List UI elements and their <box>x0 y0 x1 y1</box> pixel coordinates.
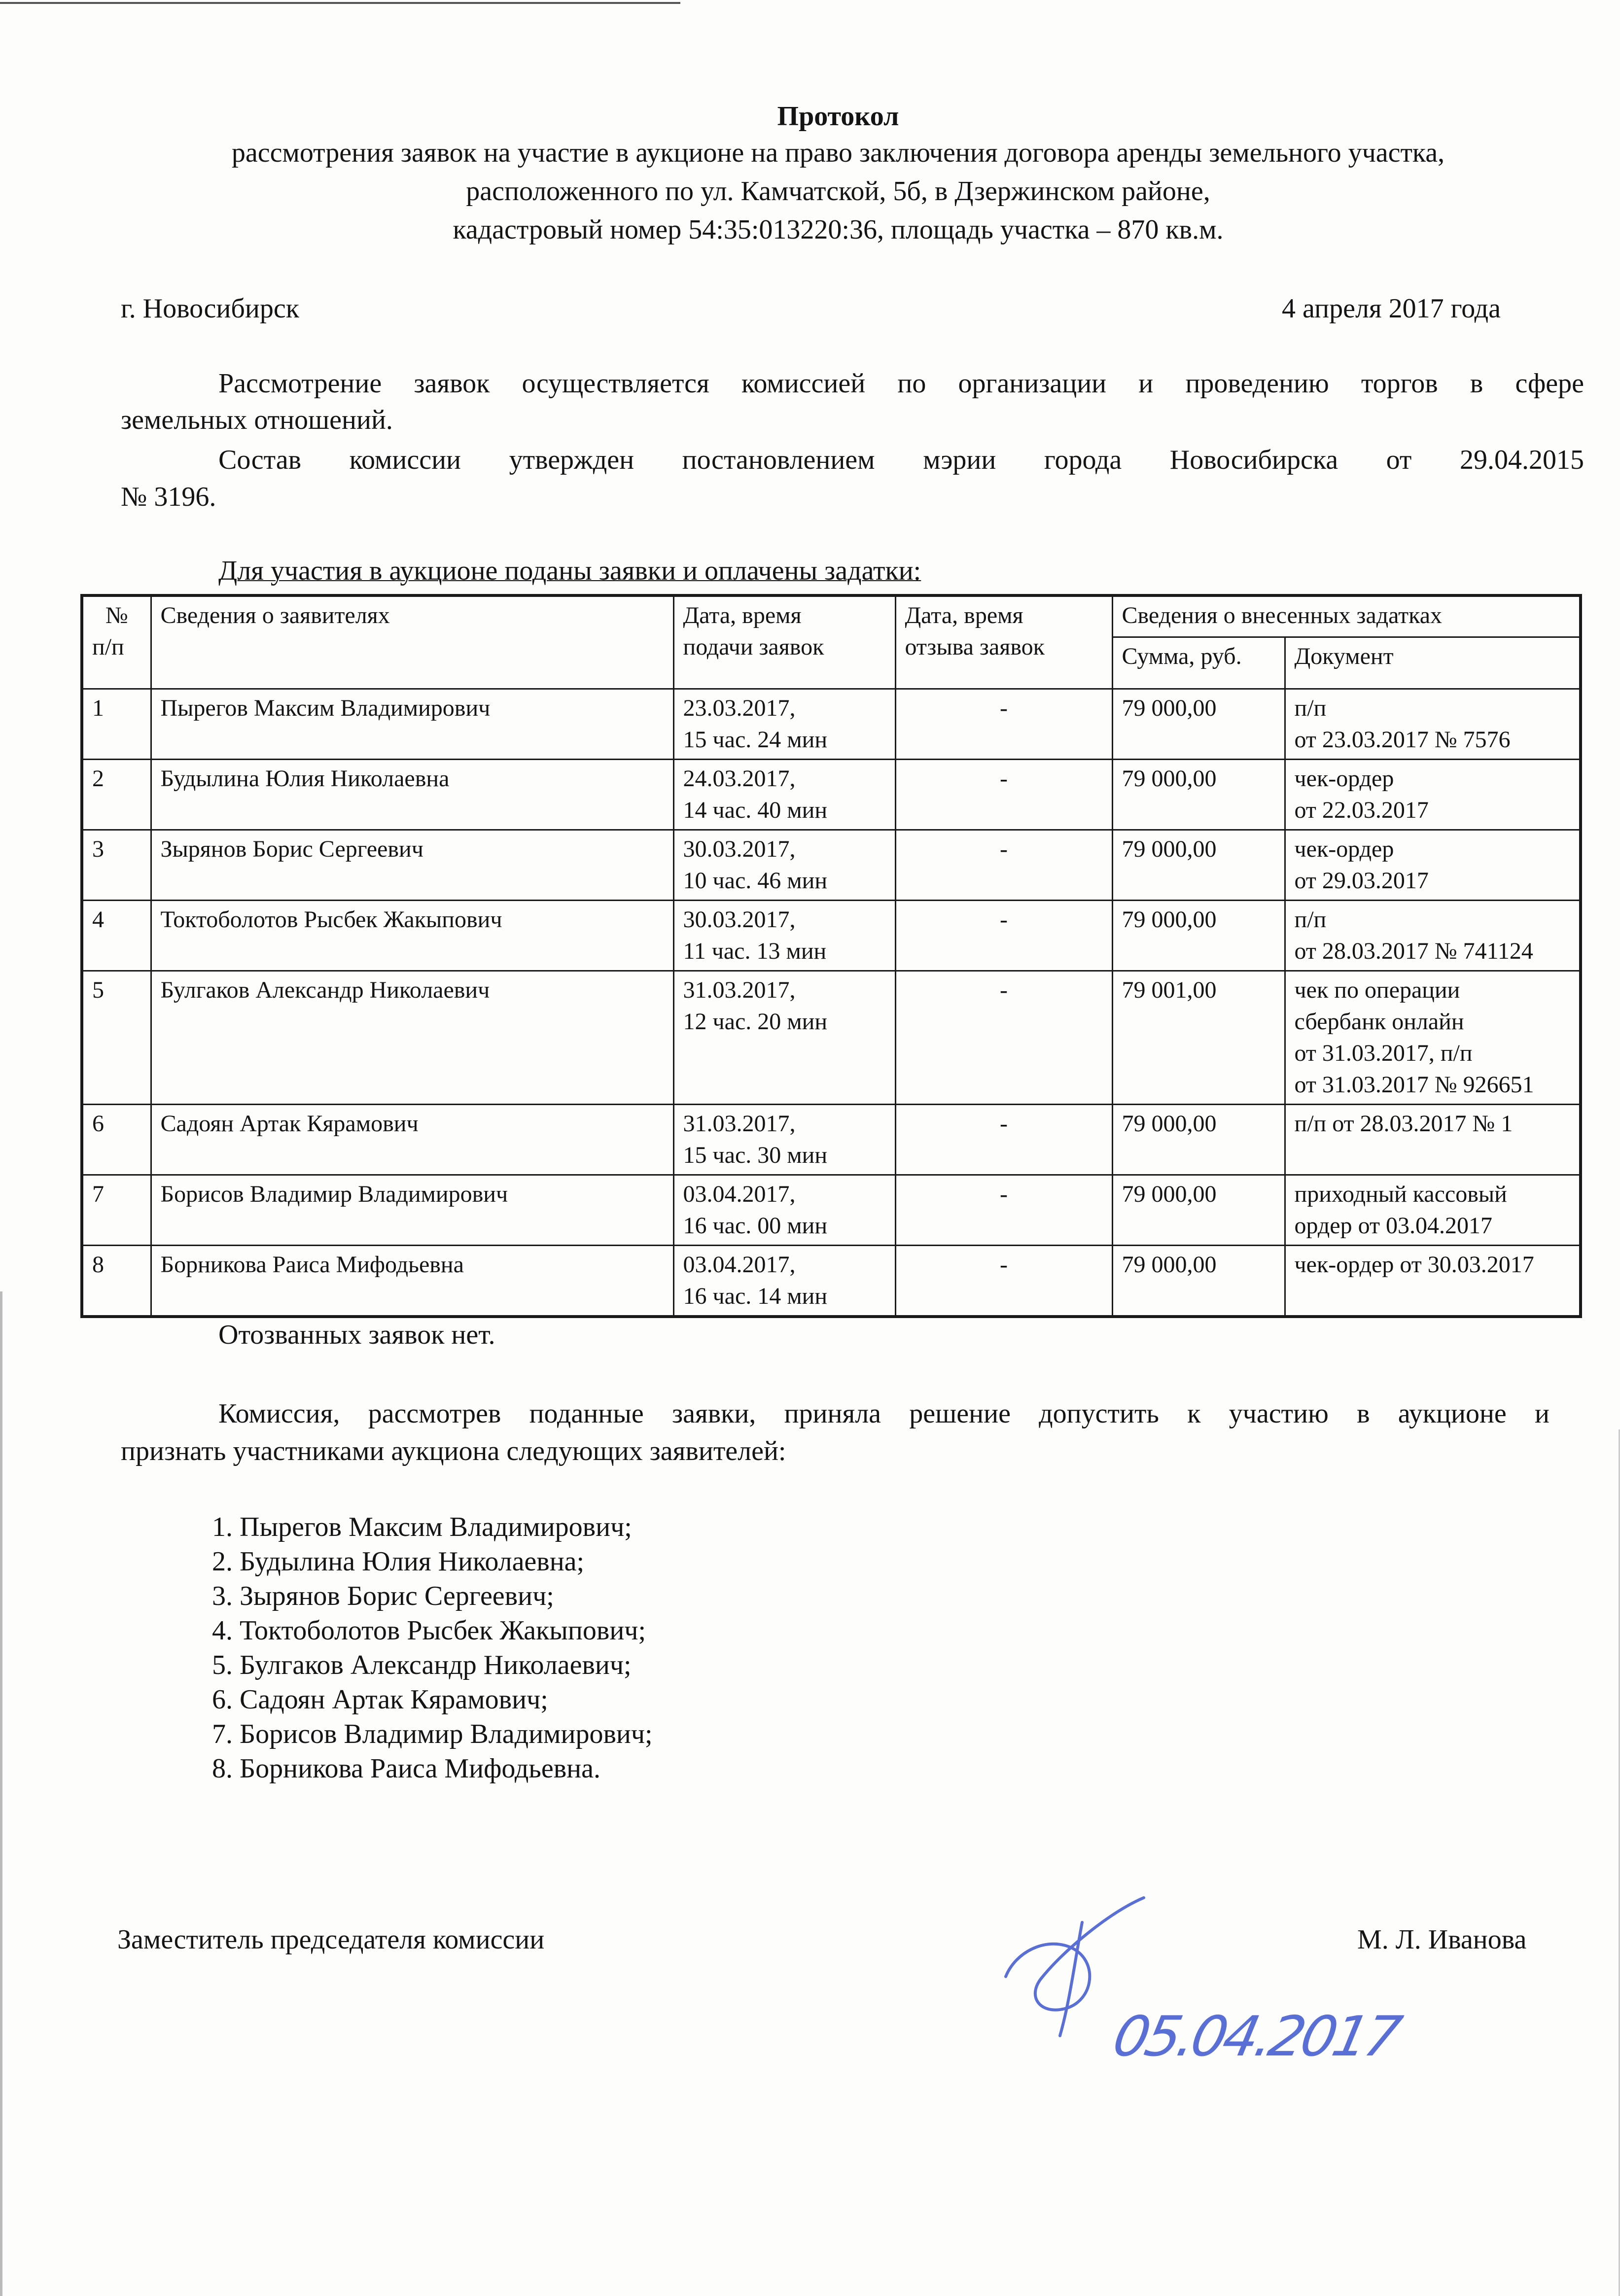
cell-sum: 79 000,00 <box>1112 760 1285 830</box>
cell-submit-time: 14 час. 40 мин <box>683 797 827 823</box>
cell-submit-time: 15 час. 30 мин <box>683 1142 827 1168</box>
cell-num: 7 <box>82 1175 151 1246</box>
cell-num: 8 <box>82 1246 151 1317</box>
cell-applicant: Борисов Владимир Владимирович <box>151 1175 673 1246</box>
cell-submit-datetime <box>673 830 895 901</box>
list-item: 5. Булгаков Александр Николаевич; <box>212 1650 632 1680</box>
cell-document-line: от 22.03.2017 <box>1294 797 1429 823</box>
cell-submit-datetime <box>673 1105 895 1175</box>
cell-applicant: Токтоболотов Рысбек Жакыпович <box>151 901 673 971</box>
table-row <box>82 760 1581 830</box>
cell-document-line: чек-ордер от 30.03.2017 <box>1294 1252 1534 1278</box>
cell-num: 4 <box>82 901 151 971</box>
cell-submit-datetime <box>673 971 895 1105</box>
cell-document-line: от 31.03.2017 № 926651 <box>1294 1072 1534 1098</box>
cell-submit-date: 31.03.2017, <box>683 1111 796 1137</box>
cell-sum: 79 000,00 <box>1112 901 1285 971</box>
cell-document-line: чек по операции <box>1294 977 1460 1003</box>
cell-document <box>1285 901 1581 971</box>
subtitle-line-3: кадастровый номер 54:35:013220:36, площадь участка – 870 кв.м. <box>453 214 1224 245</box>
cell-submit-datetime <box>673 901 895 971</box>
cell-sum: 79 000,00 <box>1112 689 1285 760</box>
table-row <box>82 689 1581 760</box>
cell-applicant: Борникова Раиса Мифодьевна <box>151 1246 673 1317</box>
cell-num: 5 <box>82 971 151 1105</box>
header-submit <box>673 595 895 689</box>
cell-submit-time: 12 час. 20 мин <box>683 1009 827 1035</box>
paragraph-3: Для участия в аукционе поданы заявки и оплачены задатки: <box>218 556 921 586</box>
withdrawn-note: Отозванных заявок нет. <box>218 1320 495 1350</box>
list-item: 7. Борисов Владимир Владимирович; <box>212 1719 653 1749</box>
cell-withdraw: - <box>895 689 1112 760</box>
handwritten-date-text: 05.04.2017 <box>1107 2004 1408 2069</box>
cell-document-line: п/п <box>1294 906 1327 933</box>
cell-submit-date: 31.03.2017, <box>683 977 796 1003</box>
header-applicant: Сведения о заявителях <box>151 595 673 689</box>
cell-document <box>1285 1175 1581 1246</box>
list-item: 4. Токтоболотов Рысбек Жакыпович; <box>212 1615 646 1646</box>
header-withdraw-line-2: отзыва заявок <box>905 634 1045 660</box>
cell-sum: 79 000,00 <box>1112 1175 1285 1246</box>
list-item: 3. Зырянов Борис Сергеевич; <box>212 1581 554 1611</box>
table-row <box>82 971 1581 1105</box>
header-num-line-1: № <box>105 602 128 628</box>
cell-document <box>1285 1105 1581 1175</box>
subtitle-line-2: расположенного по ул. Камчатской, 5б, в Дзержинском районе, <box>466 176 1210 207</box>
cell-submit-datetime <box>673 689 895 760</box>
cell-submit-time: 16 час. 14 мин <box>683 1283 827 1309</box>
cell-num: 6 <box>82 1105 151 1175</box>
paragraph-2-line-2: № 3196. <box>121 482 216 512</box>
table-row <box>82 1246 1581 1317</box>
cell-withdraw: - <box>895 1175 1112 1246</box>
header-submit-line-1: Дата, время <box>683 602 802 628</box>
cell-submit-date: 03.04.2017, <box>683 1181 796 1207</box>
cell-sum: 79 000,00 <box>1112 1105 1285 1175</box>
table-row <box>82 830 1581 901</box>
cell-document <box>1285 1246 1581 1317</box>
cell-applicant: Будылина Юлия Николаевна <box>151 760 673 830</box>
header-withdraw-line-1: Дата, время <box>905 602 1023 628</box>
cell-withdraw: - <box>895 830 1112 901</box>
decision-line-1: Комиссия, рассмотрев поданные заявки, приняла решение допустить к участию в аукционе и <box>218 1398 1550 1429</box>
cell-num: 1 <box>82 689 151 760</box>
decision-line-2: признать участниками аукциона следующих заявителей: <box>121 1436 786 1466</box>
list-item: 8. Борникова Раиса Мифодьевна. <box>212 1753 600 1784</box>
scan-edge-left <box>0 1291 2 2296</box>
cell-document-line: ордер от 03.04.2017 <box>1294 1213 1492 1239</box>
cell-submit-time: 11 час. 13 мин <box>683 938 827 964</box>
table-row <box>82 1175 1581 1246</box>
header-sum: Сумма, руб. <box>1112 637 1285 689</box>
cell-submit-datetime <box>673 1175 895 1246</box>
cell-document-line: чек-ордер <box>1294 836 1394 862</box>
cell-applicant: Садоян Артак Кярамович <box>151 1105 673 1175</box>
cell-submit-time: 10 час. 46 мин <box>683 868 827 894</box>
applications-table <box>80 594 1582 1318</box>
cell-applicant: Зырянов Борис Сергеевич <box>151 830 673 901</box>
header-num-line-2: п/п <box>92 634 124 660</box>
participants-list <box>212 1510 653 1786</box>
cell-document-line: сбербанк онлайн <box>1294 1009 1464 1035</box>
cell-document <box>1285 830 1581 901</box>
cell-sum: 79 001,00 <box>1112 971 1285 1105</box>
cell-document <box>1285 760 1581 830</box>
cell-sum: 79 000,00 <box>1112 830 1285 901</box>
list-item: 6. Садоян Артак Кярамович; <box>212 1684 548 1715</box>
paragraph-1-line-1: Рассмотрение заявок осуществляется комиссией по организации и проведению торгов в сфере <box>218 368 1584 399</box>
header-document: Документ <box>1285 637 1581 689</box>
signatory-name: М. Л. Иванова <box>1357 1924 1527 1955</box>
header-num <box>82 595 151 689</box>
cell-submit-datetime <box>673 1246 895 1317</box>
cell-document <box>1285 689 1581 760</box>
cell-num: 2 <box>82 760 151 830</box>
cell-withdraw: - <box>895 1246 1112 1317</box>
cell-submit-date: 30.03.2017, <box>683 906 796 933</box>
cell-withdraw: - <box>895 760 1112 830</box>
cell-submit-date: 23.03.2017, <box>683 695 796 721</box>
document-title: Протокол <box>777 101 899 132</box>
scan-edge-top <box>0 2 680 4</box>
paragraph-1-line-2: земельных отношений. <box>121 405 393 435</box>
list-item: 2. Будылина Юлия Николаевна; <box>212 1546 585 1577</box>
paragraph-2-line-1: Состав комиссии утвержден постановлением мэрии города Новосибирска от 29.04.2015 <box>218 445 1584 475</box>
cell-document-line: п/п <box>1294 695 1327 721</box>
document-date: 4 апреля 2017 года <box>1282 293 1501 324</box>
cell-submit-time: 15 час. 24 мин <box>683 727 827 753</box>
cell-document <box>1285 971 1581 1105</box>
place: г. Новосибирск <box>121 293 299 324</box>
list-item: 1. Пырегов Максим Владимирович; <box>212 1512 632 1542</box>
cell-document-line: чек-ордер <box>1294 765 1394 792</box>
cell-document-line: от 29.03.2017 <box>1294 868 1429 894</box>
cell-document-line: от 28.03.2017 № 741124 <box>1294 938 1533 964</box>
cell-withdraw: - <box>895 971 1112 1105</box>
cell-submit-date: 03.04.2017, <box>683 1252 796 1278</box>
cell-submit-datetime <box>673 760 895 830</box>
subtitle-line-1: рассмотрения заявок на участие в аукционе на право заключения договора аренды земельного участка, <box>231 138 1445 168</box>
cell-document-line: приходный кассовый <box>1294 1181 1507 1207</box>
cell-sum: 79 000,00 <box>1112 1246 1285 1317</box>
cell-document-line: п/п от 28.03.2017 № 1 <box>1294 1111 1513 1137</box>
signatory-role: Заместитель председателя комиссии <box>117 1924 545 1955</box>
handwritten-date <box>1107 1991 1425 2080</box>
cell-applicant: Булгаков Александр Николаевич <box>151 971 673 1105</box>
table-row <box>82 901 1581 971</box>
cell-withdraw: - <box>895 901 1112 971</box>
cell-submit-date: 30.03.2017, <box>683 836 796 862</box>
header-submit-line-2: подачи заявок <box>683 634 824 660</box>
table-body <box>82 689 1581 1317</box>
table-row <box>82 1105 1581 1175</box>
cell-withdraw: - <box>895 1105 1112 1175</box>
header-deposit-group: Сведения о внесенных задатках <box>1112 595 1581 637</box>
cell-document-line: от 23.03.2017 № 7576 <box>1294 727 1511 753</box>
cell-num: 3 <box>82 830 151 901</box>
cell-document-line: от 31.03.2017, п/п <box>1294 1040 1473 1066</box>
cell-applicant: Пырегов Максим Владимирович <box>151 689 673 760</box>
table-header-row <box>82 595 1581 637</box>
header-withdraw <box>895 595 1112 689</box>
cell-submit-time: 16 час. 00 мин <box>683 1213 827 1239</box>
cell-submit-date: 24.03.2017, <box>683 765 796 792</box>
